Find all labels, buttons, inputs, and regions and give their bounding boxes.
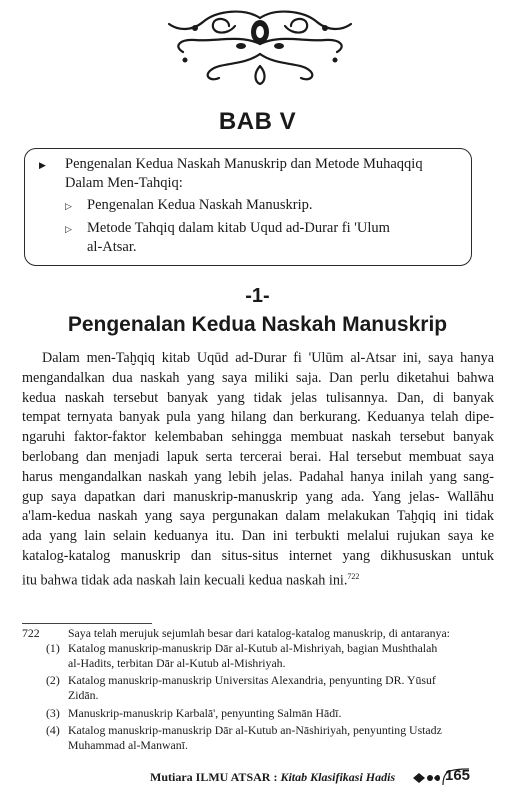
- footnote-item-line: Muhammad al-Manwanī.: [68, 737, 188, 752]
- summary-item-1-cont: Dalam Men-Tahqiq:: [65, 175, 183, 191]
- page-number-text: 165: [445, 767, 471, 784]
- running-footer: [150, 770, 395, 785]
- summary-subitem-2-cont: al-Atsar.: [87, 239, 137, 255]
- paragraph-line-last: [22, 567, 494, 587]
- paragraph-line: berlobang dan menjadi lapuk serta tercerai berai. Hal tersebut membuat saya: [22, 448, 494, 465]
- paragraph-line: kedua naskah tersebut banyak yang tidak jelas tulisannya. Dan, di banyak: [22, 389, 494, 406]
- summary-item-1-text: Pengenalan Kedua Naskah Manuskrip dan Metode Muhaqqiq: [65, 156, 423, 172]
- footnote-item-num: (4): [46, 723, 60, 737]
- footnote-divider: [22, 623, 152, 624]
- paragraph-line: ada yang lain selain keduanya itu. Dan ini terbukti melalui rujukan saya ke: [22, 528, 494, 545]
- paragraph-last-text: itu bahwa tidak ada naskah lain kecuali kedua naskah ini.: [22, 572, 348, 589]
- footnote-item-line: al-Hadits, terbitan Dār al-Kutub al-Mishriyah.: [68, 655, 286, 670]
- footnote-item-line: Katalog manuskrip-manuskrip Universitas Alexandria, penyunting DR. Yūsuf: [68, 673, 436, 687]
- paragraph-line: a'lam-kedua naskah yang saya pergunakan dalam melakukan Taḫqiq ini tidak: [22, 508, 494, 525]
- footnote-item: [68, 706, 488, 721]
- paragraph-line: katalog-katalog manuskrip dan situs-situs internet yang dikhususkan untuk: [22, 547, 494, 564]
- footnote-reference: 722: [347, 571, 360, 581]
- paragraph-line: Dalam men-Taḫqiq kitab Uqūd ad-Durar fi 'Ulūm al-Atsar ini, saya hanya: [42, 350, 494, 366]
- decorative-ornament: [155, 4, 365, 86]
- footnote-item-line: Katalog manuskrip-manuskrip Dār al-Kutub an-Nāshiriyah, penyunting Ustadz: [68, 723, 442, 737]
- footnote-item: [68, 723, 488, 752]
- footer-subtitle: Kitab Klasifikasi Hadis: [280, 770, 396, 784]
- footnote-item-line: Manuskrip-manuskrip Karbalā', penyunting Salmān Hādī.: [68, 706, 342, 720]
- paragraph-line: ngaruhi faktor-faktor kelembaban sehingga membuat naskah tersebut banyak: [22, 429, 494, 446]
- footnote-item-line: Katalog manuskrip-manuskrip Dār al-Kutub al-Mishriyah, bagian Mushthalah: [68, 641, 438, 655]
- paragraph-line: tempat ternyata banyak pula yang hilang dan berkurang. Keduanya telah dipe-: [22, 409, 494, 426]
- summary-subitem-1: Pengenalan Kedua Naskah Manuskrip.: [87, 197, 313, 213]
- footnote-item-num: (3): [46, 706, 60, 720]
- chapter-title: BAB V: [218, 108, 297, 135]
- footnote-item: [68, 673, 488, 702]
- paragraph-line: mengandalkan dua naskah yang saya miliki saja. Dan perlu diketahui bahwa: [22, 369, 494, 386]
- footnote-item: [68, 641, 488, 670]
- triangle-bullet-icon: ▶: [39, 160, 46, 170]
- footnote-item-line: Zidān.: [68, 687, 99, 702]
- summary-item-1: [65, 155, 465, 193]
- summary-subitem-2-text: Metode Tahqiq dalam kitab Uqud ad-Durar fi 'Ulum: [87, 220, 390, 236]
- paragraph-line: gup saya dapatkan dari manuskrip-manuskrip yang ada. Yang jelas- Wallāhu: [22, 488, 494, 505]
- triangle-outline-bullet-icon: ▷: [65, 224, 72, 234]
- footer-book-title: Mutiara ILMU ATSAR: [150, 770, 271, 784]
- section-title: Pengenalan Kedua Naskah Manuskrip: [67, 313, 448, 336]
- footer-separator: :: [270, 770, 281, 784]
- section-number: -1-: [245, 285, 270, 307]
- summary-box: [24, 148, 472, 266]
- footer-ornament-icon: [411, 771, 441, 785]
- footnote-item-num: (2): [46, 673, 60, 687]
- paragraph-line: harus mengandalkan naskah yang lebih jelas. Padahal hanya inilah yang sang-: [22, 468, 494, 485]
- summary-subitem-2: [87, 219, 467, 257]
- page-number-bracket: [441, 767, 471, 787]
- footnote-intro: Saya telah merujuk sejumlah besar dari katalog-katalog manuskrip, di antaranya:: [68, 626, 450, 640]
- footnote-item-num: (1): [46, 641, 60, 655]
- triangle-outline-bullet-icon: ▷: [65, 201, 72, 211]
- body-paragraph: [22, 349, 494, 587]
- footnote-number: 722: [22, 626, 40, 640]
